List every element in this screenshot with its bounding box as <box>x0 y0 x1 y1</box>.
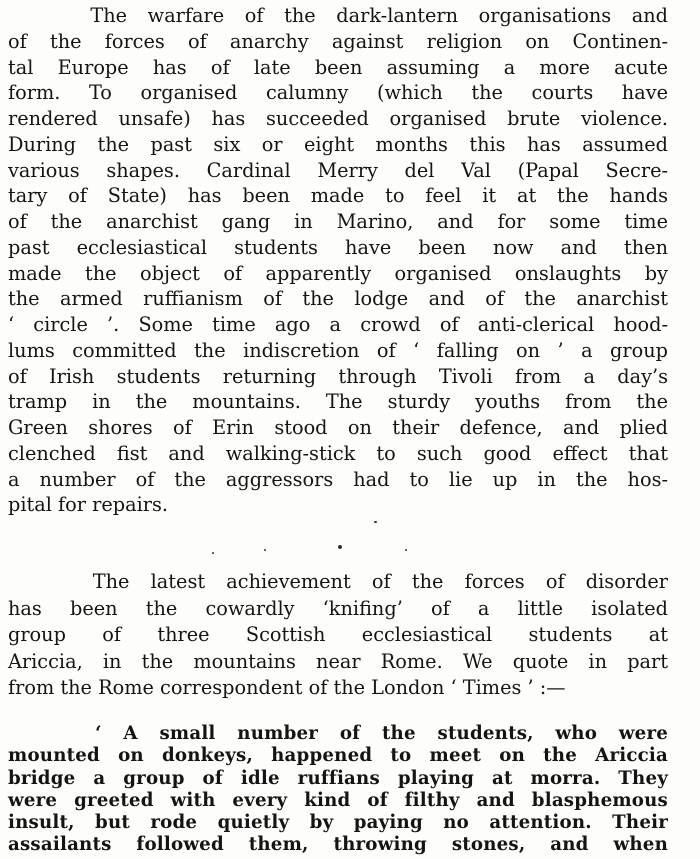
scan-speck <box>374 521 377 523</box>
text-line: a number of the aggressors had to lie up in the hos- <box>8 467 668 491</box>
text-line: pital for repairs. <box>8 493 169 517</box>
text-line: of Irish students returning through Tivoli from a day’s <box>8 364 668 388</box>
text-line: ‘ circle ’. Some time ago a crowd of anti-clerical hood- <box>8 313 668 336</box>
scan-speck <box>405 549 407 551</box>
text-line: The latest achievement of the forces of disorder <box>8 570 668 593</box>
scan-speck <box>264 549 266 551</box>
text-line: lums committed the indiscretion of ‘ falling on ’ a group <box>8 338 668 362</box>
text-line: tal Europe has of late been assuming a more acute <box>8 55 668 79</box>
text-line: During the past six or eight months this has assumed <box>8 132 668 156</box>
text-line: of the forces of anarchy against religion on Continen- <box>8 29 668 53</box>
text-line: Green shores of Erin stood on their defence, and plied <box>8 416 668 439</box>
text-line: from the Rome correspondent of the London ‘ Times ’ :— <box>8 676 566 699</box>
text-line: the armed ruffianism of the lodge and of the anarchist <box>8 287 668 311</box>
paragraph-dark-lantern-warfare <box>8 3 668 518</box>
text-line: bridge a group of idle ruffians playing at morra. They <box>8 767 668 789</box>
text-line: tary of State) has been made to feel it at the hands <box>8 184 668 208</box>
text-line: has been the cowardly ‘knifing’ of a little isolated <box>8 596 668 620</box>
text-line: were greeted with every kind of filthy and blasphemous <box>8 789 668 811</box>
text-line: assailants followed them, throwing stones, and when <box>8 834 668 856</box>
paragraph-ariccia-knifing <box>8 569 668 702</box>
text-line: form. To organised calumny (which the courts have <box>8 81 668 105</box>
text-line: group of three Scottish ecclesiastical students at <box>8 623 668 646</box>
text-line: The warfare of the dark-lantern organisations and <box>8 4 668 27</box>
paragraph-times-quotation <box>8 723 668 857</box>
text-line: clenched fist and walking-stick to such good effect that <box>8 441 668 465</box>
text-line: rendered unsafe) has succeeded organised brute violence. <box>8 107 668 130</box>
text-line: Ariccia, in the mountains near Rome. We quote in part <box>8 649 668 673</box>
scan-speck <box>338 545 342 549</box>
scan-speck <box>212 552 214 554</box>
text-line: past ecclesiastical students have been now and then <box>8 235 668 259</box>
text-line: made the object of apparently organised onslaughts by <box>8 261 668 285</box>
text-line: tramp in the mountains. The sturdy youths from the <box>8 390 668 414</box>
text-line: mounted on donkeys, happened to meet on the Ariccia <box>8 745 668 767</box>
text-line: ‘ A small number of the students, who were <box>8 723 668 744</box>
text-line: of the anarchist gang in Marino, and for some time <box>8 210 668 233</box>
text-line: insult, but rode quietly by paying no attention. Their <box>8 812 668 834</box>
text-line: various shapes. Cardinal Merry del Val (Papal Secre- <box>8 158 668 182</box>
